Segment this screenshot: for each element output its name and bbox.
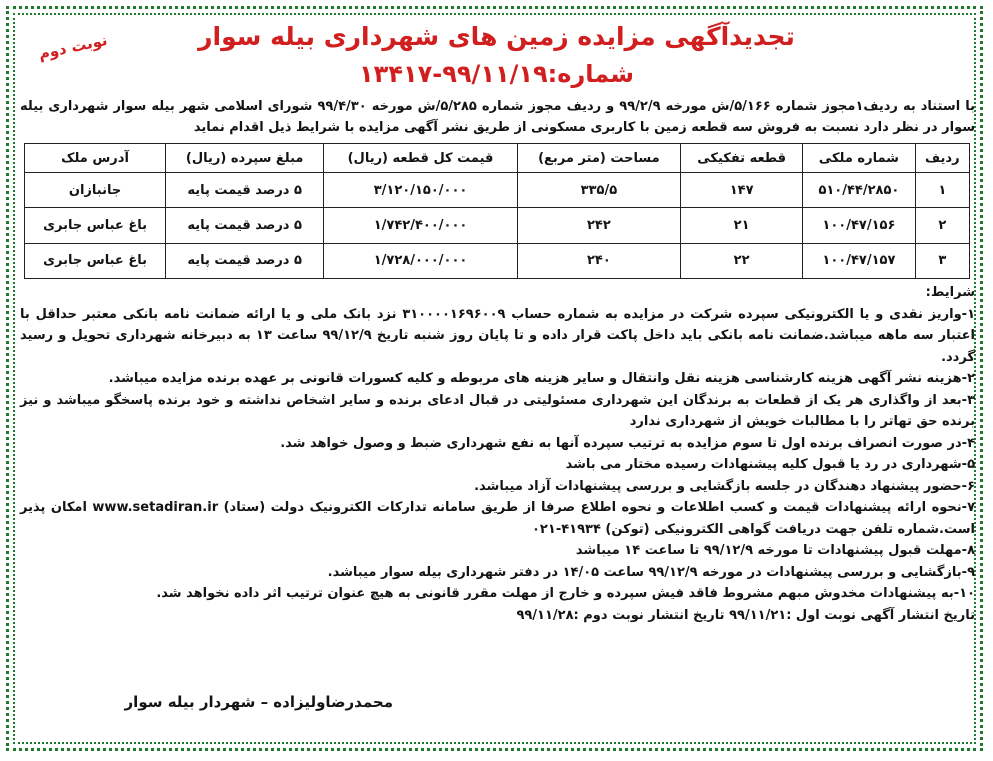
term-item: ۱۰-به پیشنهادات مخدوش مبهم مشروط فاقد فیش سپرده و خارج از مهلت مقرر قانونی به هیچ عنوان ترتیب اثر داده نخواهد شد. [156,586,975,601]
cell-area: ۲۴۲ [517,208,680,243]
cell-address: جانبازان [25,173,166,208]
term-item: ۸-مهلت قبول پیشنهادات تا مورخه ۹۹/۱۲/۹ تا ساعت ۱۴ میباشد [575,543,975,558]
lots-table [24,143,970,279]
table-row [25,208,970,243]
table-row [25,243,970,278]
table-row [25,173,970,208]
cell-address: باغ عباس جابری [25,243,166,278]
cell-property-number: ۵۱۰/۴۴/۲۸۵۰ [803,173,915,208]
term-item: ۵-شهرداری در رد یا قبول کلیه پیشنهادات رسیده مختار می باشد [565,457,975,472]
term-item: ۲-هزینه نشر آگهی هزینه کارشناسی هزینه نقل وانتقال و سایر هزینه های مربوطه و کلیه کسورات قانونی بر عهده برنده مزایده میباشد. [108,371,975,386]
cell-row-number: ۲ [915,208,969,243]
header-parcel: قطعه تفکیکی [681,144,803,173]
cell-property-number: ۱۰۰/۴۷/۱۵۶ [803,208,915,243]
term-item: ۴-در صورت انصراف برنده اول تا سوم مزایده به ترتیب سپرده آنها به نفع شهرداری ضبط و وصول خواهد شد. [280,435,975,451]
term-item: ۶-حضور پیشنهاد دهندگان در جلسه بازگشایی و بررسی پیشنهادات آزاد میباشد. [474,478,975,494]
cell-total-price: ۳/۱۲۰/۱۵۰/۰۰۰ [324,173,518,208]
term-item: ۳-بعد از واگذاری هر یک از قطعات به برندگان این شهرداری مسئولیتی در قبال ادعای برنده و سایر اشخاص نداشته و خود برنده پاسخگو میباشد و نیز برنده حق تهاتر را با مطالبات خویش از شهرداری ندارد [20,392,975,429]
terms-section [20,282,975,626]
header-total-price: قیمت کل قطعه (ریال) [324,144,518,173]
cell-deposit: ۵ درصد قیمت پایه [166,243,324,278]
header-area: مساحت (متر مربع) [517,144,680,173]
announcement-number: شماره:۹۹/۱۱/۱۹-۱۳۴۱۷ [359,60,634,88]
header-row-number: ردیف [915,144,969,173]
cell-total-price: ۱/۷۴۲/۴۰۰/۰۰۰ [324,208,518,243]
header-address: آدرس ملک [25,144,166,173]
round-badge: نوبت دوم [36,30,109,64]
cell-total-price: ۱/۷۲۸/۰۰۰/۰۰۰ [324,243,518,278]
cell-deposit: ۵ درصد قیمت پایه [166,208,324,243]
cell-deposit: ۵ درصد قیمت پایه [166,173,324,208]
header-deposit: مبلغ سپرده (ریال) [166,144,324,173]
table-header-row [25,144,970,173]
intro-paragraph: با استناد به ردیف۱مجوز شماره ۵/۱۶۶/ش مورخه ۹۹/۲/۹ و ردیف مجوز شماره ۵/۲۸۵/ش مورخه ۹۹/۴/۳۰ شورای اسلامی شهر بیله سوار شهرداری بیله سوار در نظر دارد نسبت به فروش سه قطعه زمین با کاربری مسکونی از طریق نشر آگهی مزایده با شرایط ذیل اقدام نماید [20,99,975,135]
header-property-number: شماره ملکی [803,144,915,173]
cell-address: باغ عباس جابری [25,208,166,243]
cell-property-number: ۱۰۰/۴۷/۱۵۷ [803,243,915,278]
cell-row-number: ۳ [915,243,969,278]
cell-area: ۳۳۵/۵ [517,173,680,208]
announcement-title: تجدیدآگهی مزایده زمین های شهرداری بیله سوار [198,22,795,51]
cell-parcel: ۲۱ [681,208,803,243]
terms-heading: شرایط: [925,285,975,300]
cell-parcel: ۲۲ [681,243,803,278]
term-item: ۹-بازگشایی و بررسی پیشنهادات در مورخه ۹۹/۱۲/۹ ساعت ۱۴/۰۵ در دفتر شهرداری بیله سوار میباشد. [327,564,975,580]
cell-area: ۲۴۰ [517,243,680,278]
cell-parcel: ۱۴۷ [681,173,803,208]
term-item: ۱-واریز نقدی و یا الکترونیکی سپرده شرکت در مزایده به شماره حساب ۳۱۰۰۰۰۱۶۹۶۰۰۹ نزد بانک ملی و یا ارائه ضمانت نامه بانکی معتبر حداقل با اعتبار سه ماهه میباشد.ضمانت نامه بانکی باید داخل پاکت قرار داده و تا پایان روز شنبه تاریخ ۹۹/۱۲/۹ ساعت ۱۳ به دبیرخانه شهرداری تحویل و رسید گردد. [20,306,975,365]
signature-line: محمدرضاولیزاده – شهردار بیله سوار [124,693,393,711]
publication-dates: تاریخ انتشار آگهی نوبت اول :۹۹/۱۱/۲۱ تاریخ انتشار نوبت دوم :۹۹/۱۱/۲۸ [516,607,975,623]
term-item: ۷-نحوه ارائه پیشنهادات قیمت و کسب اطلاعات و نحوه اطلاع صرفا از طریق سامانه تدارکات الکترونیک دولت (ستاد) www.setadiran.ir امکان پذیر است.شماره تلفن جهت دریافت گواهی الکترونیکی (توکن) ۴۱۹۳۴-۰۲۱ [20,500,976,537]
cell-row-number: ۱ [915,173,969,208]
